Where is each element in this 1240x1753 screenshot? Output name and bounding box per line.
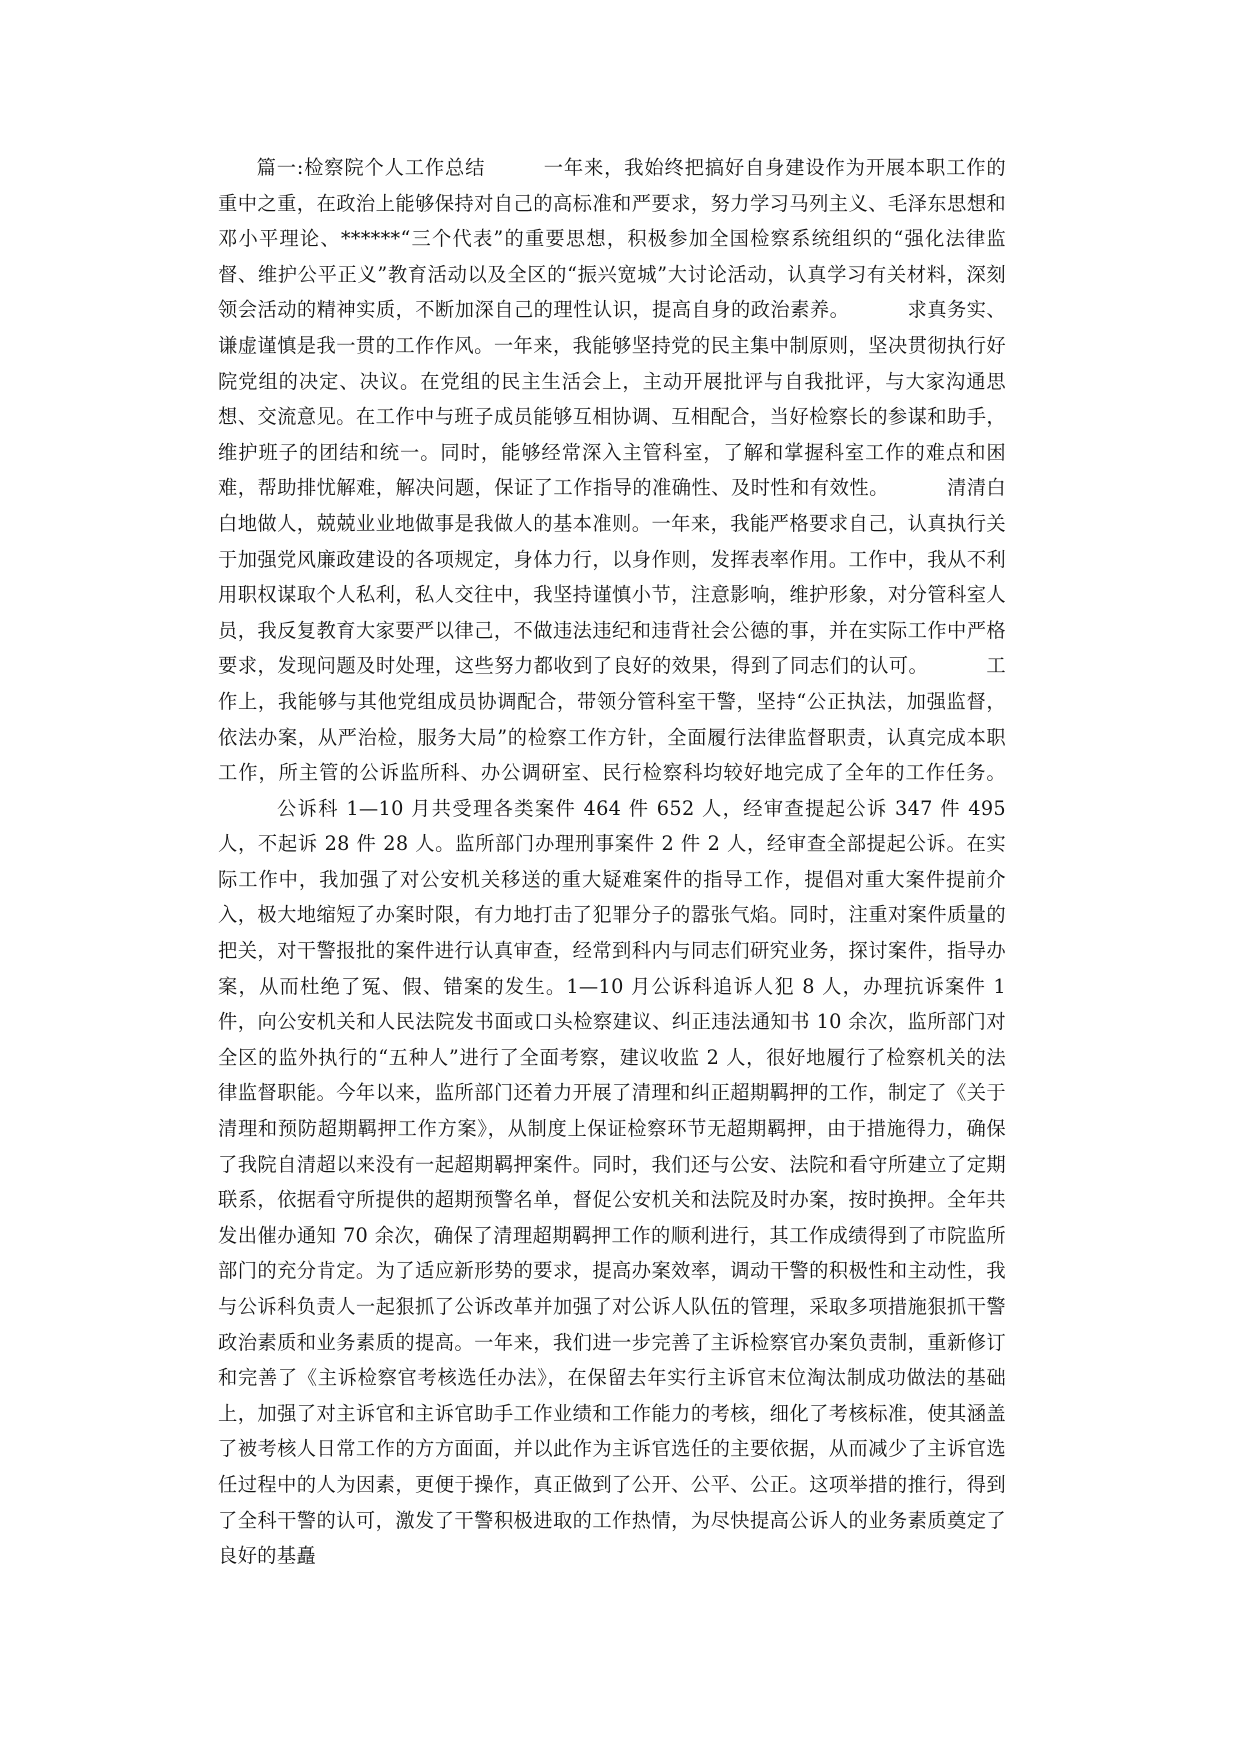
paragraph-integrity: 清清白白地做人，兢兢业业地做事是我做人的基本准则。一年来，我能严格要求自己，认真执行关于加强党风廉政建设的各项规定，身体力行，以身作则，发挥表率作用。工作中，我从不利用职权谋取个人私利，私人交往中，我坚持谨慎小节，注意影响，维护形象，对分管科室人员，我反复教育大家要严以律己，不做违法违纪和违背社会公德的事，并在实际工作中严格要求，发现问题及时处理，这些努力都收到了良好的效果，得到了同志们的认可。	[218, 476, 1007, 678]
document-title: 篇一:检察院个人工作总结	[256, 156, 486, 179]
paragraph-work-style: 求真务实、谦虚谨慎是我一贯的工作作风。一年来，我能够坚持党的民主集中制原则，坚决贯彻执行好院党组的决定、决议。在党组的民主生活会上，主动开展批评与自我批评，与大家沟通思想、交流意见。在工作中与班子成员能够互相协调、互相配合，当好检察长的参谋和助手，维护班子的团结和统一。同时，能够经常深入主管科室，了解和掌握科室工作的难点和困难，帮助排忧解难，解决问题，保证了工作指导的准确性、及时性和有效性。	[218, 298, 1006, 500]
document-body	[218, 150, 1006, 1574]
paragraph-self-building: 一年来，我始终把搞好自身建设作为开展本职工作的重中之重，在政治上能够保持对自己的高标准和严要求，努力学习马列主义、毛泽东思想和邓小平理论、******“三个代表”的重要思想，积极参加全国检察系统组织的“强化法律监督、维护公平正义”教育活动以及全区的“振兴宽城”大讨论活动，认真学习有关材料，深刻领会活动的精神实质，不断加深自己的理性认识，提高自身的政治素养。	[218, 156, 1006, 322]
paragraph-work-duties: 工作上，我能够与其他党组成员协调配合，带领分管科室干警，坚持“公正执法，加强监督，依法办案，从严治检，服务大局”的检察工作方针，全面履行法律监督职责，认真完成本职工作，所主管的公诉监所科、办公调研室、民行检察科均较好地完成了全年的工作任务。	[218, 654, 1006, 785]
paragraph-prosecution-stats: 公诉科 1—10 月共受理各类案件 464 件 652 人，经审查提起公诉 347 件 495 人，不起诉 28 件 28 人。监所部门办理刑事案件 2 件 2 人，经审查全部提起公诉。在实际工作中，我加强了对公安机关移送的重大疑难案件的指导工作，提倡对重大案件提前介入，极大地缩短了办案时限，有力地打击了犯罪分子的嚣张气焰。同时，注重对案件质量的把关，对干警报批的案件进行认真审查，经常到科内与同志们研究业务，探讨案件，指导办案，从而杜绝了冤、假、错案的发生。1—10 月公诉科追诉人犯 8 人，办理抗诉案件 1 件，向公安机关和人民法院发书面或口头检察建议、纠正违法通知书 10 余次，监所部门对全区的监外执行的“五种人”进行了全面考察，建议收监 2 人，很好地履行了检察机关的法律监督职能。今年以来，监所部门还着力开展了清理和纠正超期羁押的工作，制定了《关于清理和预防超期羁押工作方案》，从制度上保证检察环节无超期羁押，由于措施得力，确保了我院自清超以来没有一起超期羁押案件。同时，我们还与公安、法院和看守所建立了定期联系，依据看守所提供的超期预警名单，督促公安机关和法院及时办案，按时换押。全年共发出催办通知 70 余次，确保了清理超期羁押工作的顺利进行，其工作成绩得到了市院监所部门的充分肯定。为了适应新形势的要求，提高办案效率，调动干警的积极性和主动性，我与公诉科负责人一起狠抓了公诉改革并加强了对公诉人队伍的管理，采取多项措施狠抓干警政治素质和业务素质的提高。一年来，我们进一步完善了主诉检察官办案负责制，重新修订和完善了《主诉检察官考核选任办法》，在保留去年实行主诉官末位淘汰制成功做法的基础上，加强了对主诉官和主诉官助手工作业绩和工作能力的考核，细化了考核标准，使其涵盖了被考核人日常工作的方方面面，并以此作为主诉官选任的主要依据，从而减少了主诉官选任过程中的人为因素，更便于操作，真正做到了公开、公平、公正。这项举措的推行，得到了全科干警的认可，激发了干警积极进取的工作热情，为尽快提高公诉人的业务素质奠定了良好的基矗	[218, 796, 1006, 1568]
